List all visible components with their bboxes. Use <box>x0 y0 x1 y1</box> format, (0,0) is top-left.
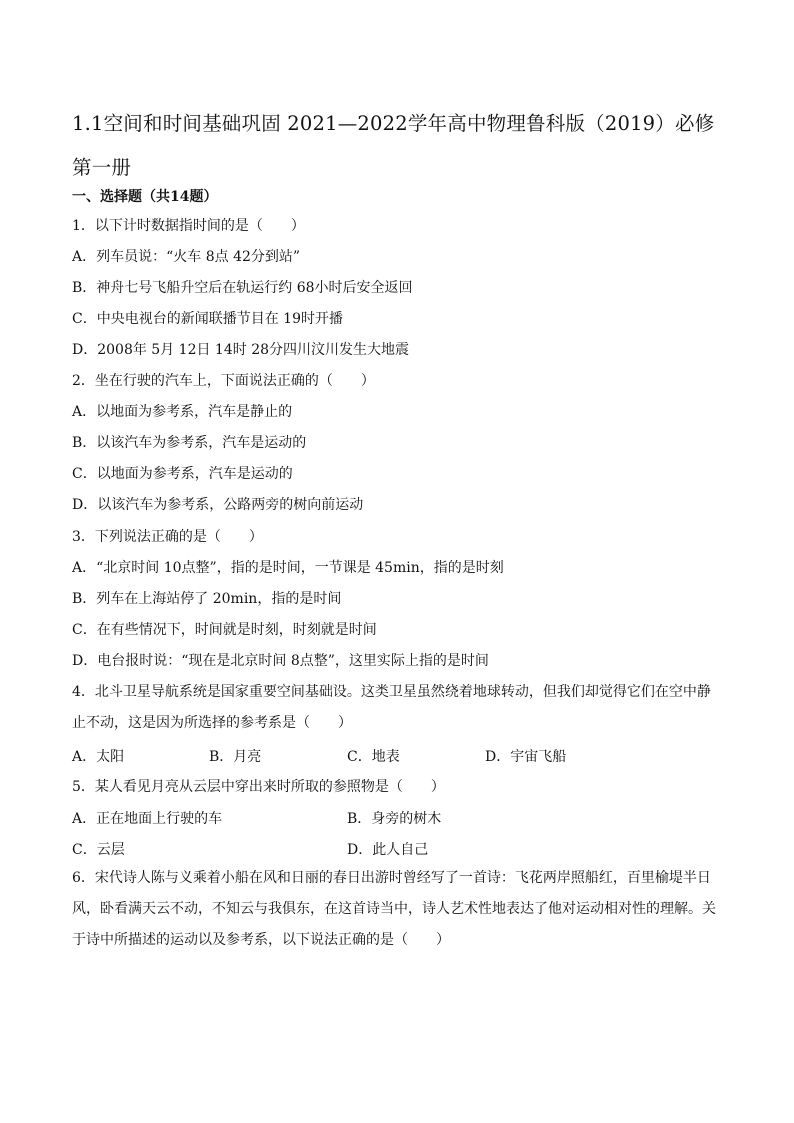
question-6-stem: 6．宋代诗人陈与义乘着小船在风和日丽的春日出游时曾经写了一首诗：飞花两岸照船红，百里榆堤半日风，卧看满天云不动，不知云与我俱东，在这首诗当中，诗人艺术性地表达了他对运动相对性的理解。关于诗中所描述的运动以及参考系，以下说法正确的是（ ） <box>72 870 716 948</box>
question-1-option-d: D．2008年 5月 12日 14时 28分四川汶川发生大地震 <box>72 342 410 358</box>
question-3-option-b: B．列车在上海站停了 20min，指的是时间 <box>72 591 342 607</box>
section-heading: 一、选择题（共14题） <box>72 189 218 205</box>
question-5-option-d: D．此人自己 <box>347 842 429 858</box>
document-title: 1.1空间和时间基础巩固 2021—2022学年高中物理鲁科版（2019）必修第一册 <box>72 112 715 179</box>
question-4-option-b: B．月亮 <box>209 749 262 765</box>
question-3-stem: 3．下列说法正确的是（ ） <box>72 529 263 545</box>
question-4-stem: 4．北斗卫星导航系统是国家重要空间基础设。这类卫星虽然绕着地球转动，但我们却觉得它们在空中静止不动，这是因为所选择的参考系是（ ） <box>72 684 711 731</box>
question-3-option-a: A．“北京时间 10点整”，指的是时间，一节课是 45min，指的是时刻 <box>72 560 504 576</box>
question-4-option-d: D．宇宙飞船 <box>485 749 567 765</box>
question-3-option-c: C．在有些情况下，时间就是时刻，时刻就是时间 <box>72 622 377 638</box>
question-5-option-c: C．云层 <box>72 842 125 858</box>
question-2-option-c: C．以地面为参考系，汽车是运动的 <box>72 466 293 482</box>
question-5-option-a: A．正在地面上行驶的车 <box>72 811 223 827</box>
question-1-stem: 1．以下计时数据指时间的是（ ） <box>72 218 305 234</box>
question-2-option-d: D．以该汽车为参考系，公路两旁的树向前运动 <box>72 497 364 513</box>
question-5-stem: 5．某人看见月亮从云层中穿出来时所取的参照物是（ ） <box>72 779 445 795</box>
question-2-stem: 2．坐在行驶的汽车上，下面说法正确的（ ） <box>72 373 375 389</box>
question-4-option-a: A．太阳 <box>72 749 125 765</box>
question-2-option-a: A．以地面为参考系，汽车是静止的 <box>72 404 293 420</box>
question-3-option-d: D．电台报时说：“现在是北京时间 8点整”，这里实际上指的是时间 <box>72 653 489 669</box>
question-2-option-b: B．以该汽车为参考系，汽车是运动的 <box>72 435 307 451</box>
question-4-option-c: C．地表 <box>347 749 400 765</box>
question-1-option-c: C．中央电视台的新闻联播节目在 19时开播 <box>72 311 343 327</box>
question-1-option-b: B．神舟七号飞船升空后在轨运行约 68小时后安全返回 <box>72 280 413 296</box>
question-5-option-b: B．身旁的树木 <box>347 811 442 827</box>
question-1-option-a: A．列车员说：“火车 8点 42分到站” <box>72 249 301 265</box>
